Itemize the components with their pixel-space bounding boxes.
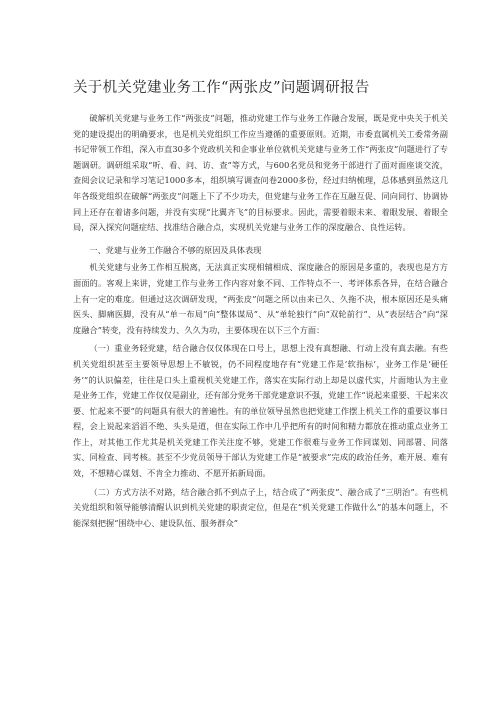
section-paragraph: 机关党建与业务工作相互脱离，无法真正实现相辅相成、深度融合的原因是多重的，表现也是方方面面的。客观上来讲，党建工作与业务工作内容对象不同、工作特点不一、考评体系各异，在结合融合上有一定的难度。但通过这次调研发现，“两张皮”问题之所以由来已久、久拖不决，根本原因还是头痛医头、脚痛医脚，没有从“单一布局”向“整体谋局”、从“单轮独行”向“双轮前行”、从“表层结合”向“深度融合”转变，没有持续发力、久久为功，主要体现在以下三个方面： [73, 262, 448, 335]
section-heading: 一、党建与业务工作融合不够的原因及具体表现 [89, 244, 262, 255]
item-1-paragraph: （一）重业务轻党建，结合融合仅仅体现在口号上，思想上没有真想融、行动上没有真去融。有些机关党组织甚至主要领导思想上不敏锐，仍不同程度地存有“党建工作是‘软指标’，业务工作是‘硬任务’”的认识偏差，往往是口头上重视机关党建工作，落实在实际行动上却是以虚代实，片面地认为主业是业务工作，党建工作仅仅是副业，还有部分党务干部党建意识不强，党建工作“说起来重要、干起来次要、忙起来不要”的问题具有很大的普遍性。有的单位领导虽然也把党建工作摆上机关工作的重要议事日程，会上说起来滔滔不绝、头头是道，但在实际工作中几乎把所有的时间和精力都放在推动重点业务工作上，对其他工作尤其是机关党建工作关注度不够，党建工作很难与业务工作同谋划、同部署、同落实、同检查、同考核。甚至不少党员领导干部认为党建工作是“被要求”完成的政治任务，难开展、难有效，不想精心谋划、不肯全力推动、不愿开拓新局面。 [73, 343, 448, 479]
intro-paragraph: 破解机关党建与业务工作“两张皮”问题，推动党建工作与业务工作融合发展，既是党中央关于机关党的建设提出的明确要求，也是机关党组织工作应当遵循的重要原则。近期，市委直属机关工委常务副书记带领工作组，深入市直30多个党政机关和企事业单位就机关党建与业务工作“两张皮”问题进行了专题调研。调研组采取“听、看、问、访、查”等方式，与600名党员和党务干部进行了面对面座谈交流，查阅会议记录和学习笔记1000多本，组织填写调查问卷2000多份，经过归纳梳理，总体感到虽然这几年各级党组织在破解“两张皮”问题上下了不少功夫，但党建与业务工作在互融互促、同向同行、协调协同上还存在着诸多问题，并没有实现“比翼齐飞”的目标要求。因此，需要着眼未来、着眼发展、着眼全局，深入探究问题症结、找准结合融合点，实现机关党建与业务工作的深度融合、良性运转。 [73, 113, 448, 233]
item-2-paragraph: （二）方式方法不对路，结合融合抓不到点子上，结合成了“两张皮”、融合成了“三明治”。有些机关党组织和领导能够清醒认识到机关党建的职责定位，但是在“机关党建工作做什么”的基本问题上，不能深刻把握“围绕中心、建设队伍、服务群众” [73, 486, 448, 528]
document-title: 关于机关党建业务工作“两张皮”问题调研报告 [73, 80, 370, 96]
